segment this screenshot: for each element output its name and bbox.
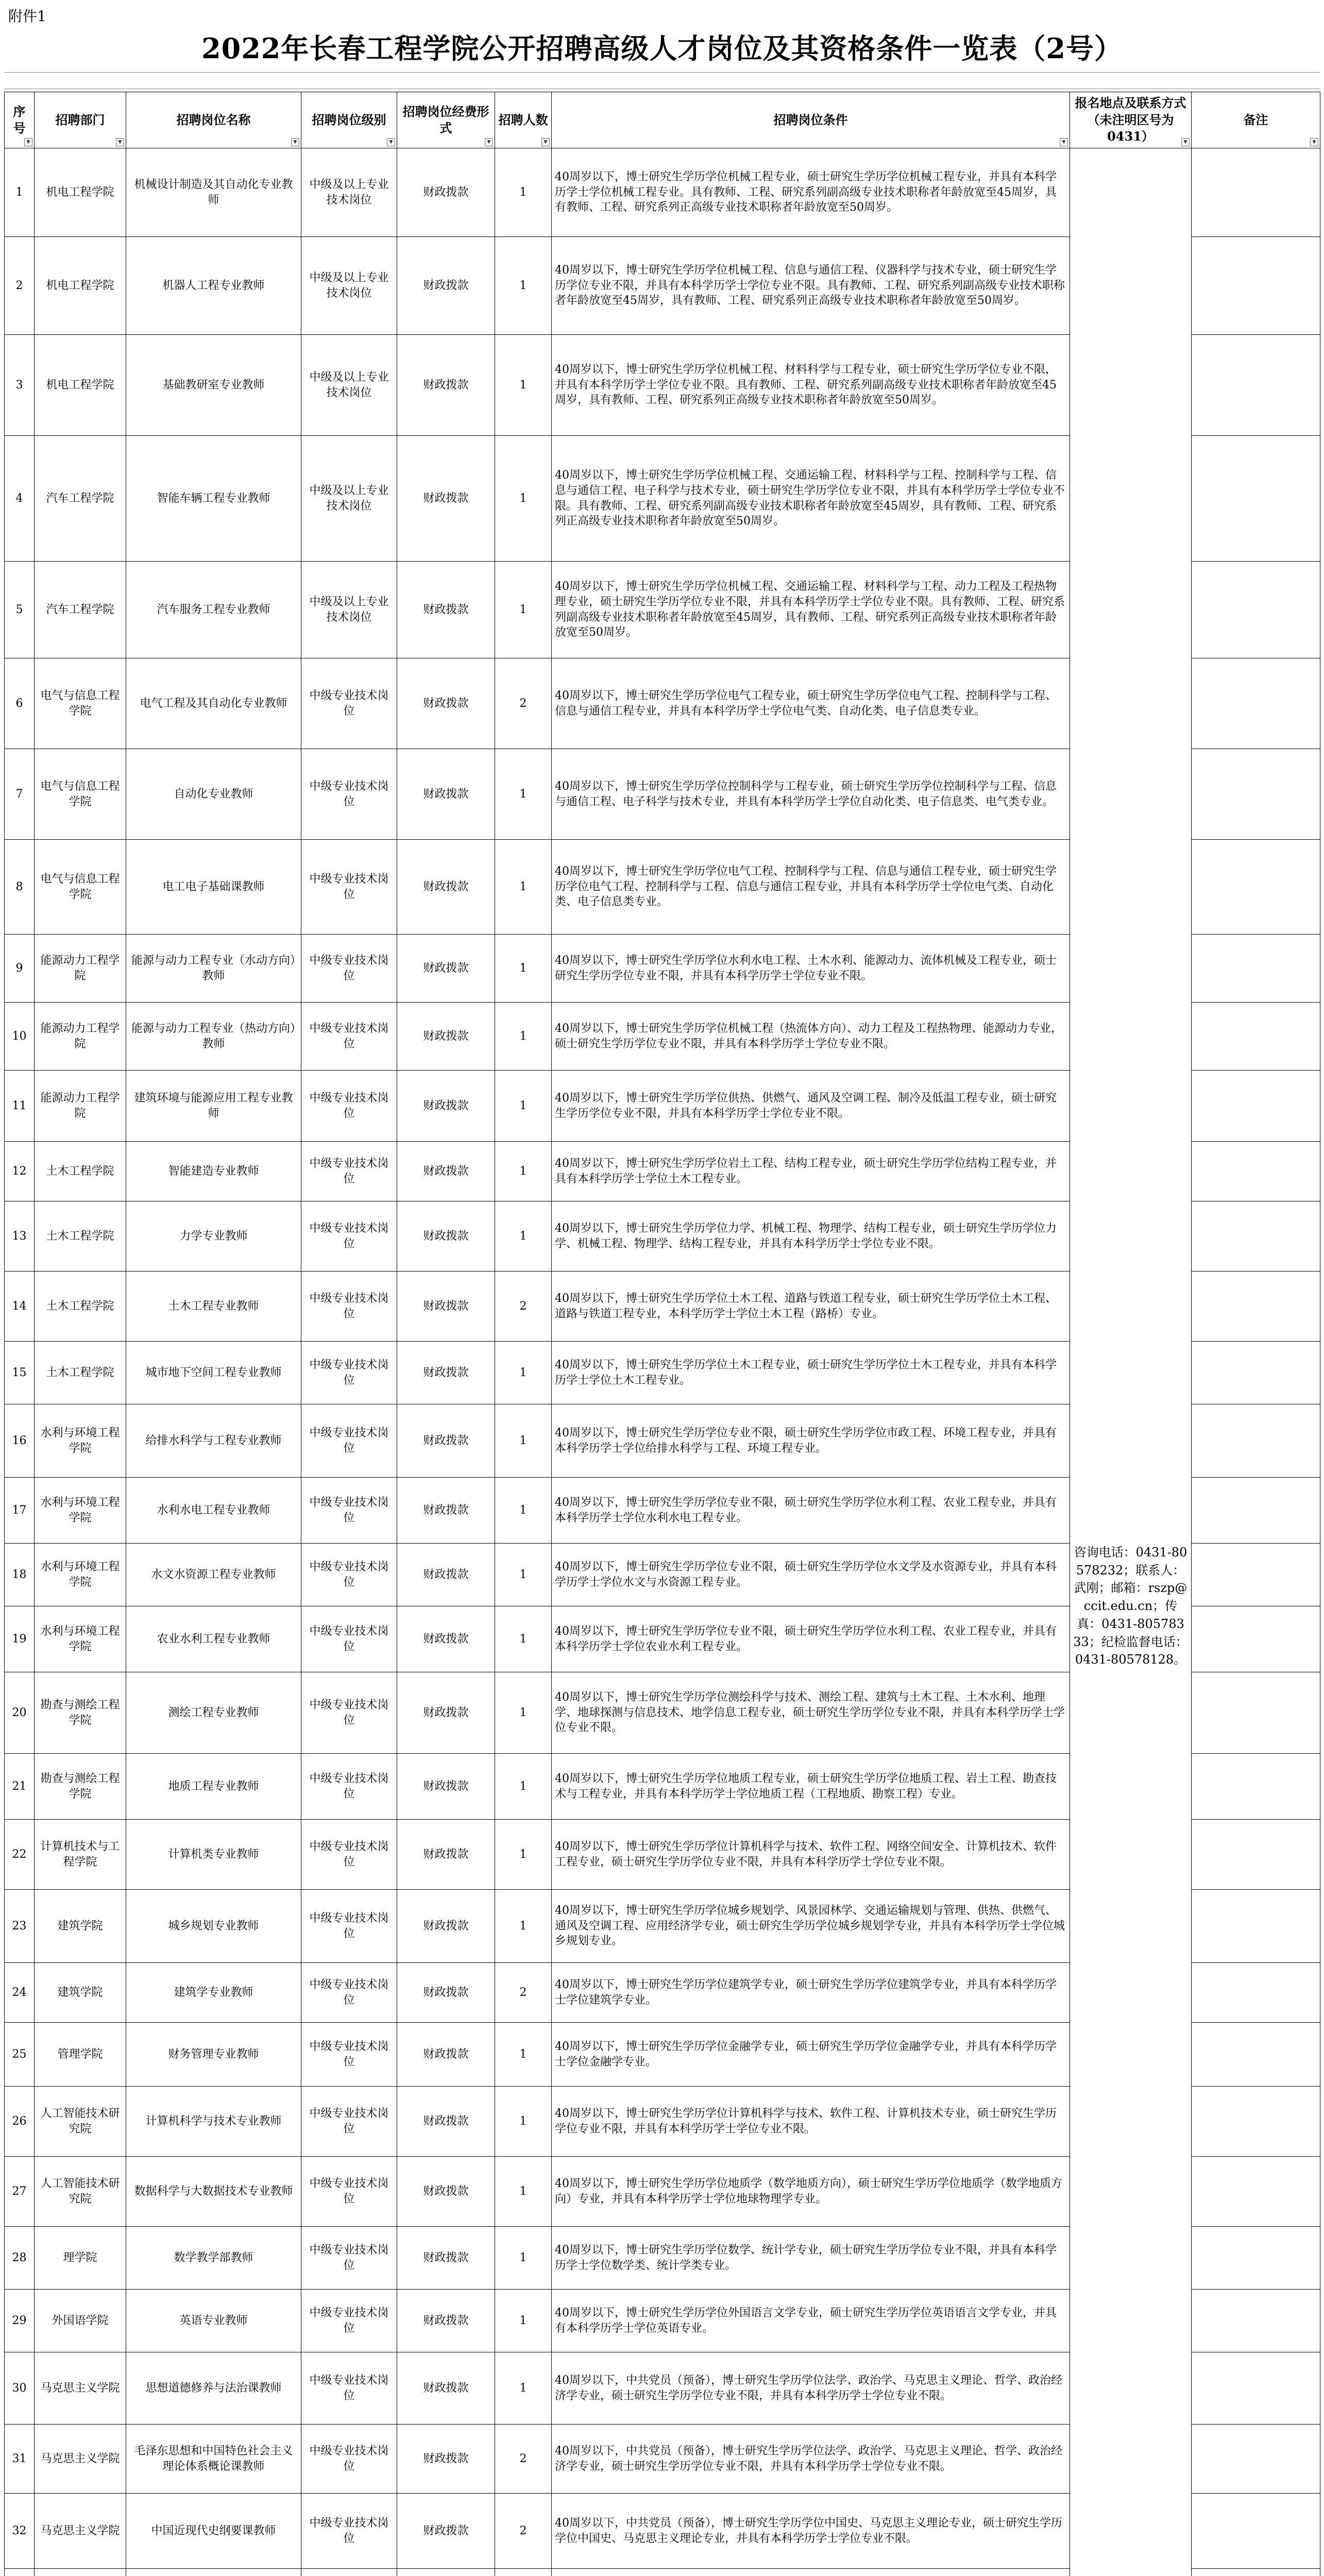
funding-cell[interactable]: 财政拨款	[397, 1003, 495, 1071]
dept-cell[interactable]: 能源动力工程学院	[35, 1003, 126, 1071]
remarks-cell[interactable]	[1192, 840, 1320, 935]
dept-cell[interactable]: 马克思主义学院	[35, 2494, 126, 2569]
requirements-cell[interactable]: 40周岁以下，博士研究生学历学位控制科学与工程专业，硕士研究生学历学位控制科学与工程、信息与通信工程、电子科学与技术专业，并具有本科学历学士学位自动化类、电子信息类、电气类专业。	[552, 749, 1070, 840]
header-dept[interactable]: 招聘部门 ▼	[35, 92, 126, 148]
header-count[interactable]: 招聘人数 ▼	[495, 92, 552, 148]
funding-cell[interactable]	[397, 2569, 495, 2576]
requirements-cell[interactable]: 40周岁以下，博士研究生学历学位力学、机械工程、物理学、结构工程专业，硕士研究生学历学位力学、机械工程、物理学、结构工程专业，并具有本科学历学士学位专业不限。	[552, 1201, 1070, 1272]
level-cell[interactable]: 中级及以上专业技术岗位	[301, 436, 397, 562]
dept-cell[interactable]: 建筑学院	[35, 1963, 126, 2023]
dept-cell[interactable]: 水利与环境工程学院	[35, 1606, 126, 1672]
post-cell[interactable]: 毛泽东思想和中国特色社会主义理论体系概论课教师	[126, 2425, 301, 2494]
post-cell[interactable]: 数学教学部教师	[126, 2227, 301, 2290]
header-requirements[interactable]: 招聘岗位条件 ▼	[552, 92, 1070, 148]
divider	[4, 72, 1320, 73]
row-number[interactable]: 3	[5, 335, 35, 436]
funding-cell[interactable]: 财政拨款	[397, 1201, 495, 1272]
row-number[interactable]: 21	[5, 1754, 35, 1820]
dept-cell[interactable]: 土木工程学院	[35, 1201, 126, 1272]
remarks-cell[interactable]	[1192, 1820, 1320, 1890]
level-cell[interactable]: 中级专业技术岗位	[301, 2352, 397, 2425]
remarks-cell[interactable]	[1192, 335, 1320, 436]
funding-cell[interactable]: 财政拨款	[397, 1071, 495, 1142]
requirements-cell[interactable]: 40周岁以下，博士研究生学历学位机械工程、材料科学与工程专业，硕士研究生学历学位专业不限，并具有本科学历学士学位专业不限。具有教师、工程、研究系列副高级专业技术职称者年龄放宽至45周岁，具有教师、工程、研究系列正高级专业技术职称者年龄放宽至50周岁。	[552, 335, 1070, 436]
level-cell[interactable]: 中级专业技术岗位	[301, 658, 397, 749]
count-cell[interactable]: 1	[495, 2157, 552, 2227]
filter-dropdown-icon[interactable]: ▼	[485, 138, 493, 146]
level-cell[interactable]: 中级专业技术岗位	[301, 2227, 397, 2290]
table-row	[5, 148, 1320, 237]
level-cell[interactable]: 中级专业技术岗位	[301, 1404, 397, 1478]
funding-cell[interactable]: 财政拨款	[397, 1544, 495, 1606]
dept-cell[interactable]: 能源动力工程学院	[35, 935, 126, 1003]
count-cell[interactable]: 2	[495, 2425, 552, 2494]
post-cell[interactable]: 力学专业教师	[126, 1201, 301, 1272]
dept-cell[interactable]: 计算机技术与工程学院	[35, 1820, 126, 1890]
count-cell[interactable]: 1	[495, 1606, 552, 1672]
count-cell[interactable]: 2	[495, 1272, 552, 1342]
post-cell[interactable]: 汽车服务工程专业教师	[126, 562, 301, 658]
level-cell[interactable]: 中级专业技术岗位	[301, 1142, 397, 1201]
row-number[interactable]: 30	[5, 2352, 35, 2425]
row-number[interactable]: 25	[5, 2023, 35, 2087]
count-cell[interactable]: 1	[495, 1544, 552, 1606]
row-number[interactable]: 9	[5, 935, 35, 1003]
level-cell[interactable]: 中级及以上专业技术岗位	[301, 562, 397, 658]
row-number[interactable]: 14	[5, 1272, 35, 1342]
requirements-cell[interactable]: 40周岁以下，博士研究生学历学位专业不限，硕士研究生学历学位水利工程、农业工程专业，并具有本科学历学士学位水利水电工程专业。	[552, 1478, 1070, 1544]
funding-cell[interactable]: 财政拨款	[397, 935, 495, 1003]
row-number[interactable]: 24	[5, 1963, 35, 2023]
requirements-cell[interactable]: 40周岁以下，博士研究生学历学位土木工程专业，硕士研究生学历学位土木工程专业，并具有本科学历学士学位土木工程专业。	[552, 1342, 1070, 1404]
remarks-cell[interactable]	[1192, 436, 1320, 562]
remarks-cell[interactable]	[1192, 1003, 1320, 1071]
post-cell[interactable]: 给排水科学与工程专业教师	[126, 1404, 301, 1478]
remarks-cell[interactable]	[1192, 2290, 1320, 2352]
row-number[interactable]: 4	[5, 436, 35, 562]
filter-dropdown-icon[interactable]: ▼	[291, 138, 299, 146]
remarks-cell[interactable]	[1192, 1544, 1320, 1606]
level-cell[interactable]: 中级专业技术岗位	[301, 1963, 397, 2023]
requirements-cell[interactable]: 40周岁以下，博士研究生学历学位供热、供燃气、通风及空调工程、制冷及低温工程专业，硕士研究生学历学位专业不限，并具有本科学历学士学位专业不限。	[552, 1071, 1070, 1142]
dept-cell[interactable]: 马克思主义学院	[35, 2352, 126, 2425]
level-cell[interactable]: 中级专业技术岗位	[301, 1272, 397, 1342]
remarks-cell[interactable]	[1192, 1963, 1320, 2023]
level-cell[interactable]: 中级专业技术岗位	[301, 840, 397, 935]
funding-cell[interactable]: 财政拨款	[397, 2494, 495, 2569]
remarks-cell[interactable]	[1192, 2352, 1320, 2425]
dept-cell[interactable]: 汽车工程学院	[35, 436, 126, 562]
funding-cell[interactable]: 财政拨款	[397, 1963, 495, 2023]
row-number[interactable]: 13	[5, 1201, 35, 1272]
post-cell[interactable]: 测绘工程专业教师	[126, 1672, 301, 1754]
post-cell[interactable]: 建筑环境与能源应用工程专业教师	[126, 1071, 301, 1142]
count-cell[interactable]: 1	[495, 1071, 552, 1142]
remarks-cell[interactable]	[1192, 2023, 1320, 2087]
post-cell[interactable]	[126, 2569, 301, 2576]
dept-cell[interactable]: 机电工程学院	[35, 237, 126, 335]
post-cell[interactable]: 智能车辆工程专业教师	[126, 436, 301, 562]
remarks-cell[interactable]	[1192, 1890, 1320, 1963]
level-cell[interactable]: 中级专业技术岗位	[301, 1754, 397, 1820]
post-cell[interactable]: 自动化专业教师	[126, 749, 301, 840]
funding-cell[interactable]: 财政拨款	[397, 2352, 495, 2425]
remarks-cell[interactable]	[1192, 1754, 1320, 1820]
dept-cell[interactable]: 外国语学院	[35, 2290, 126, 2352]
post-cell[interactable]: 地质工程专业教师	[126, 1754, 301, 1820]
count-cell[interactable]: 1	[495, 1754, 552, 1820]
level-cell[interactable]: 中级专业技术岗位	[301, 1606, 397, 1672]
row-number[interactable]: 15	[5, 1342, 35, 1404]
header-remarks[interactable]: 备注 ▼	[1192, 92, 1320, 148]
remarks-cell[interactable]	[1192, 2425, 1320, 2494]
row-number[interactable]: 10	[5, 1003, 35, 1071]
remarks-cell[interactable]	[1192, 935, 1320, 1003]
level-cell[interactable]: 中级专业技术岗位	[301, 2023, 397, 2087]
post-cell[interactable]: 城乡规划专业教师	[126, 1890, 301, 1963]
requirements-cell[interactable]: 40周岁以下，博士研究生学历学位电气工程专业，硕士研究生学历学位电气工程、控制科学与工程、信息与通信工程专业，并具有本科学历学士学位电气类、自动化类、电子信息类专业。	[552, 658, 1070, 749]
filter-dropdown-icon[interactable]: ▼	[387, 138, 395, 146]
row-number[interactable]: 20	[5, 1672, 35, 1754]
count-cell[interactable]: 1	[495, 1342, 552, 1404]
count-cell[interactable]: 1	[495, 562, 552, 658]
header-no[interactable]: 序号 ▼	[5, 92, 35, 148]
post-cell[interactable]: 能源与动力工程专业（热动方向）教师	[126, 1003, 301, 1071]
requirements-cell[interactable]: 40周岁以下，博士研究生学历学位机械工程专业，硕士研究生学历学位机械工程专业，并具有本科学历学士学位机械工程专业。具有教师、工程、研究系列副高级专业技术职称者年龄放宽至45周岁，具有教师、工程、研究系列正高级专业技术职称者年龄放宽至50周岁。	[552, 148, 1070, 237]
level-cell[interactable]: 中级及以上专业技术岗位	[301, 148, 397, 237]
remarks-cell[interactable]	[1192, 2569, 1320, 2576]
post-cell[interactable]: 计算机科学与技术专业教师	[126, 2087, 301, 2157]
level-cell[interactable]: 中级专业技术岗位	[301, 1672, 397, 1754]
count-cell[interactable]: 1	[495, 1201, 552, 1272]
dept-cell[interactable]: 水利与环境工程学院	[35, 1544, 126, 1606]
funding-cell[interactable]: 财政拨款	[397, 1342, 495, 1404]
dept-cell[interactable]: 马克思主义学院	[35, 2425, 126, 2494]
header-post[interactable]: 招聘岗位名称 ▼	[126, 92, 301, 148]
post-cell[interactable]: 基础教研室专业教师	[126, 335, 301, 436]
dept-cell[interactable]: 人工智能技术研究院	[35, 2087, 126, 2157]
dept-cell[interactable]: 水利与环境工程学院	[35, 1404, 126, 1478]
count-cell[interactable]: 1	[495, 1672, 552, 1754]
requirements-cell[interactable]: 40周岁以下，博士研究生学历学位机械工程、交通运输工程、材料科学与工程、控制科学与工程、信息与通信工程、电子科学与技术专业，硕士研究生学历学位专业不限，并具有本科学历学士学位专业不限。具有教师、工程、研究系列副高级专业技术职称者年龄放宽至45周岁，具有教师、工程、研究系列正高级专业技术职称者年龄放宽至50周岁。	[552, 436, 1070, 562]
funding-cell[interactable]: 财政拨款	[397, 1890, 495, 1963]
count-cell[interactable]: 1	[495, 1890, 552, 1963]
post-cell[interactable]: 能源与动力工程专业（水动方向）教师	[126, 935, 301, 1003]
filter-dropdown-icon[interactable]: ▼	[116, 138, 124, 146]
count-cell[interactable]: 2	[495, 1963, 552, 2023]
requirements-cell[interactable]: 40周岁以下，博士研究生学历学位专业不限，硕士研究生学历学位水文学及水资源专业，并具有本科学历学士学位水文与水资源工程专业。	[552, 1544, 1070, 1606]
dept-cell[interactable]: 电气与信息工程学院	[35, 658, 126, 749]
level-cell[interactable]: 中级专业技术岗位	[301, 935, 397, 1003]
requirements-cell[interactable]: 40周岁以下，博士研究生学历学位专业不限，硕士研究生学历学位水利工程、农业工程专业，并具有本科学历学士学位农业水利工程专业。	[552, 1606, 1070, 1672]
filter-dropdown-icon[interactable]: ▼	[1310, 138, 1318, 146]
recruitment-table	[4, 92, 1320, 2576]
funding-cell[interactable]: 财政拨款	[397, 2023, 495, 2087]
page-title: 2022年长春工程学院公开招聘高级人才岗位及其资格条件一览表（2号）	[201, 32, 1123, 65]
remarks-cell[interactable]	[1192, 2494, 1320, 2569]
row-number[interactable]: 12	[5, 1142, 35, 1201]
remarks-cell[interactable]	[1192, 1672, 1320, 1754]
row-number[interactable]: 19	[5, 1606, 35, 1672]
remarks-cell[interactable]	[1192, 1478, 1320, 1544]
header-funding[interactable]: 招聘岗位经费形式 ▼	[397, 92, 495, 148]
dept-cell[interactable]: 建筑学院	[35, 1890, 126, 1963]
dept-cell[interactable]	[35, 2569, 126, 2576]
post-cell[interactable]: 农业水利工程专业教师	[126, 1606, 301, 1672]
count-cell[interactable]: 1	[495, 1820, 552, 1890]
funding-cell[interactable]: 财政拨款	[397, 2227, 495, 2290]
row-number[interactable]: 17	[5, 1478, 35, 1544]
filter-dropdown-icon[interactable]: ▼	[1181, 138, 1190, 146]
remarks-cell[interactable]	[1192, 148, 1320, 237]
funding-cell[interactable]: 财政拨款	[397, 840, 495, 935]
level-cell[interactable]: 中级及以上专业技术岗位	[301, 237, 397, 335]
funding-cell[interactable]: 财政拨款	[397, 1606, 495, 1672]
remarks-cell[interactable]	[1192, 1606, 1320, 1672]
dept-cell[interactable]: 电气与信息工程学院	[35, 749, 126, 840]
funding-cell[interactable]: 财政拨款	[397, 1820, 495, 1890]
header-level[interactable]: 招聘岗位级别 ▼	[301, 92, 397, 148]
dept-cell[interactable]: 机电工程学院	[35, 148, 126, 237]
post-cell[interactable]: 水文水资源工程专业教师	[126, 1544, 301, 1606]
count-cell[interactable]: 1	[495, 749, 552, 840]
funding-cell[interactable]: 财政拨款	[397, 1404, 495, 1478]
funding-cell[interactable]: 财政拨款	[397, 1754, 495, 1820]
filter-dropdown-icon[interactable]: ▼	[541, 138, 550, 146]
row-number[interactable]: 11	[5, 1071, 35, 1142]
row-number[interactable]: 31	[5, 2425, 35, 2494]
remarks-cell[interactable]	[1192, 2157, 1320, 2227]
funding-cell[interactable]: 财政拨款	[397, 148, 495, 237]
remarks-cell[interactable]	[1192, 2087, 1320, 2157]
count-cell[interactable]: 1	[495, 1404, 552, 1478]
row-number[interactable]: 29	[5, 2290, 35, 2352]
level-cell[interactable]: 中级专业技术岗位	[301, 1003, 397, 1071]
count-cell[interactable]: 1	[495, 148, 552, 237]
post-cell[interactable]: 电工电子基础课教师	[126, 840, 301, 935]
count-cell[interactable]: 2	[495, 658, 552, 749]
level-cell[interactable]: 中级专业技术岗位	[301, 1478, 397, 1544]
header-contact[interactable]: 报名地点及联系方式（未注明区号为0431） ▼	[1070, 92, 1192, 148]
requirements-cell[interactable]: 40周岁以下，博士研究生学历学位机械工程、交通运输工程、材料科学与工程、动力工程及工程热物理专业，硕士研究生学历学位专业不限，并具有本科学历学士学位专业不限。具有教师、工程、研究系列副高级专业技术职称者年龄放宽至45周岁，具有教师、工程、研究系列正高级专业技术职称者年龄放宽至50周岁。	[552, 562, 1070, 658]
requirements-cell[interactable]: 40周岁以下，博士研究生学历学位测绘科学与技术、测绘工程、建筑与土木工程、土木水利、地理学、地球探测与信息技术、地学信息工程专业，硕士研究生学历学位专业不限，并具有本科学历学士学位专业不限。	[552, 1672, 1070, 1754]
dept-cell[interactable]: 土木工程学院	[35, 1272, 126, 1342]
post-cell[interactable]: 智能建造专业教师	[126, 1142, 301, 1201]
level-cell[interactable]: 中级专业技术岗位	[301, 2157, 397, 2227]
requirements-cell[interactable]: 40周岁以下，博士研究生学历学位地质学（数学地质方向），硕士研究生学历学位地质学（数学地质方向）专业，并具有本科学历学士学位地球物理学专业。	[552, 2157, 1070, 2227]
row-number[interactable]: 18	[5, 1544, 35, 1606]
remarks-cell[interactable]	[1192, 1404, 1320, 1478]
remarks-cell[interactable]	[1192, 1342, 1320, 1404]
funding-cell[interactable]: 财政拨款	[397, 562, 495, 658]
requirements-cell[interactable]: 40周岁以下，博士研究生学历学位专业不限，硕士研究生学历学位市政工程、环境工程专业，并具有本科学历学士学位给排水科学与工程、环境工程专业。	[552, 1404, 1070, 1478]
funding-cell[interactable]: 财政拨款	[397, 2157, 495, 2227]
funding-cell[interactable]: 财政拨款	[397, 1478, 495, 1544]
post-cell[interactable]: 电气工程及其自动化专业教师	[126, 658, 301, 749]
count-cell[interactable]: 1	[495, 2352, 552, 2425]
level-cell[interactable]: 中级专业技术岗位	[301, 2290, 397, 2352]
row-number[interactable]: 2	[5, 237, 35, 335]
count-cell[interactable]: 1	[495, 935, 552, 1003]
level-cell[interactable]: 中级专业技术岗位	[301, 2087, 397, 2157]
dept-cell[interactable]: 能源动力工程学院	[35, 1071, 126, 1142]
post-cell[interactable]: 机器人工程专业教师	[126, 237, 301, 335]
level-cell[interactable]: 中级专业技术岗位	[301, 1201, 397, 1272]
filter-dropdown-icon[interactable]: ▼	[24, 138, 32, 146]
requirements-cell[interactable]: 40周岁以下，博士研究生学历学位机械工程（热流体方向）、动力工程及工程热物理、能源动力专业，硕士研究生学历学位专业不限，并具有本科学历学士学位专业不限。	[552, 1003, 1070, 1071]
funding-cell[interactable]: 财政拨款	[397, 436, 495, 562]
row-number[interactable]: 5	[5, 562, 35, 658]
level-cell[interactable]: 中级专业技术岗位	[301, 1071, 397, 1142]
post-cell[interactable]: 建筑学专业教师	[126, 1963, 301, 2023]
post-cell[interactable]: 中国近现代史纲要课教师	[126, 2494, 301, 2569]
post-cell[interactable]: 数据科学与大数据技术专业教师	[126, 2157, 301, 2227]
requirements-cell[interactable]: 40周岁以下，博士研究生学历学位岩土工程、结构工程专业，硕士研究生学历学位结构工程专业，并具有本科学历学士学位土木工程专业。	[552, 1142, 1070, 1201]
row-number[interactable]	[5, 2569, 35, 2576]
level-cell[interactable]: 中级专业技术岗位	[301, 749, 397, 840]
remarks-cell[interactable]	[1192, 1071, 1320, 1142]
requirements-cell[interactable]: 40周岁以下，博士研究生学历学位数学、统计学专业，硕士研究生学历学位专业不限，并具有本科学历学士学位数学类、统计学类专业。	[552, 2227, 1070, 2290]
remarks-cell[interactable]	[1192, 562, 1320, 658]
post-cell[interactable]: 机械设计制造及其自动化专业教师	[126, 148, 301, 237]
row-number[interactable]: 1	[5, 148, 35, 237]
dept-cell[interactable]: 汽车工程学院	[35, 562, 126, 658]
attachment-label: 附件1	[8, 8, 46, 25]
requirements-cell[interactable]: 40周岁以下，中共党员（预备），博士研究生学历学位法学、政治学、马克思主义理论、哲学、政治经济学专业，硕士研究生学历学位专业不限，并具有本科学历学士学位专业不限。	[552, 2425, 1070, 2494]
requirements-cell[interactable]: 40周岁以下，博士研究生学历学位水利水电工程、土木水利、能源动力、流体机械及工程专业，硕士研究生学历学位专业不限，并具有本科学历学士学位专业不限。	[552, 935, 1070, 1003]
dept-cell[interactable]: 电气与信息工程学院	[35, 840, 126, 935]
filter-dropdown-icon[interactable]: ▼	[1060, 138, 1068, 146]
dept-cell[interactable]: 管理学院	[35, 2023, 126, 2087]
funding-cell[interactable]: 财政拨款	[397, 1272, 495, 1342]
row-number[interactable]: 26	[5, 2087, 35, 2157]
row-number[interactable]: 22	[5, 1820, 35, 1890]
level-cell[interactable]: 中级专业技术岗位	[301, 2494, 397, 2569]
requirements-cell[interactable]: 40周岁以下，博士研究生学历学位地质工程专业，硕士研究生学历学位地质工程、岩土工程、勘查技术与工程专业，并具有本科学历学士学位地质工程（工程地质、勘察工程）专业。	[552, 1754, 1070, 1820]
row-number[interactable]: 7	[5, 749, 35, 840]
funding-cell[interactable]: 财政拨款	[397, 1142, 495, 1201]
level-cell[interactable]: 中级专业技术岗位	[301, 2425, 397, 2494]
requirements-cell[interactable]: 40周岁以下，博士研究生学历学位电气工程、控制科学与工程、信息与通信工程专业，硕士研究生学历学位电气工程、控制科学与工程、信息与通信工程专业，并具有本科学历学士学位电气类、自动化类、电子信息类专业。	[552, 840, 1070, 935]
row-number[interactable]: 28	[5, 2227, 35, 2290]
count-cell[interactable]: 1	[495, 2087, 552, 2157]
level-cell[interactable]: 中级及以上专业技术岗位	[301, 335, 397, 436]
remarks-cell[interactable]	[1192, 2227, 1320, 2290]
requirements-cell[interactable]: 40周岁以下，中共党员（预备），博士研究生学历学位中国史、马克思主义理论专业，硕士研究生学历学位中国史、马克思主义理论专业，并具有本科学历学士学位专业不限。	[552, 2494, 1070, 2569]
post-cell[interactable]: 思想道德修养与法治课教师	[126, 2352, 301, 2425]
requirements-cell[interactable]: 40周岁以下，博士研究生学历学位计算机科学与技术、软件工程、计算机技术专业，硕士研究生学历学位专业不限，并具有本科学历学士学位专业不限。	[552, 2087, 1070, 2157]
funding-cell[interactable]: 财政拨款	[397, 2290, 495, 2352]
count-cell[interactable]: 1	[495, 2227, 552, 2290]
requirements-cell[interactable]: 40周岁以下，博士研究生学历学位土木工程、道路与铁道工程专业，硕士研究生学历学位土木工程、道路与铁道工程专业，本科学历学士学位土木工程（路桥）专业。	[552, 1272, 1070, 1342]
funding-cell[interactable]: 财政拨款	[397, 237, 495, 335]
requirements-cell[interactable]: 40周岁以下，博士研究生学历学位机械工程、信息与通信工程、仪器科学与技术专业，硕士研究生学历学位专业不限，并具有本科学历学士学位专业不限。具有教师、工程、研究系列副高级专业技术职称者年龄放宽至45周岁，具有教师、工程、研究系列正高级专业技术职称者年龄放宽至50周岁。	[552, 237, 1070, 335]
row-number[interactable]: 16	[5, 1404, 35, 1478]
funding-cell[interactable]: 财政拨款	[397, 658, 495, 749]
post-cell[interactable]: 财务管理专业教师	[126, 2023, 301, 2087]
requirements-cell[interactable]: 40周岁以下，中共党员（预备），博士研究生学历学位法学、政治学、马克思主义理论、哲学、政治经济学专业，硕士研究生学历学位专业不限，并具有本科学历学士学位专业不限。	[552, 2352, 1070, 2425]
post-cell[interactable]: 英语专业教师	[126, 2290, 301, 2352]
dept-cell[interactable]: 土木工程学院	[35, 1342, 126, 1404]
post-cell[interactable]: 土木工程专业教师	[126, 1272, 301, 1342]
count-cell[interactable]: 2	[495, 2494, 552, 2569]
row-number[interactable]: 27	[5, 2157, 35, 2227]
count-cell[interactable]: 1	[495, 1478, 552, 1544]
dept-cell[interactable]: 理学院	[35, 2227, 126, 2290]
dept-cell[interactable]: 勘查与测绘工程学院	[35, 1754, 126, 1820]
dept-cell[interactable]: 水利与环境工程学院	[35, 1478, 126, 1544]
level-cell[interactable]: 中级专业技术岗位	[301, 1342, 397, 1404]
post-cell[interactable]: 水利水电工程专业教师	[126, 1478, 301, 1544]
remarks-cell[interactable]	[1192, 1272, 1320, 1342]
count-cell[interactable]: 1	[495, 840, 552, 935]
level-cell[interactable]: 中级专业技术岗位	[301, 1544, 397, 1606]
post-cell[interactable]: 计算机类专业教师	[126, 1820, 301, 1890]
level-cell[interactable]: 中级专业技术岗位	[301, 1890, 397, 1963]
count-cell[interactable]: 1	[495, 1142, 552, 1201]
requirements-cell[interactable]: 40周岁以下，博士研究生学历学位城乡规划学、风景园林学、交通运输规划与管理、供热、供燃气、通风及空调工程、应用经济学专业，硕士研究生学历学位城乡规划学专业，并具有本科学历学士学位城乡规划专业。	[552, 1890, 1070, 1963]
requirements-cell[interactable]: 40周岁以下，博士研究生学历学位计算机科学与技术、软件工程、网络空间安全、计算机技术、软件工程专业，硕士研究生学历学位专业不限，并具有本科学历学士学位专业不限。	[552, 1820, 1070, 1890]
requirements-cell[interactable]	[552, 2569, 1070, 2576]
dept-cell[interactable]: 人工智能技术研究院	[35, 2157, 126, 2227]
level-cell[interactable]: 中级专业技术岗位	[301, 1820, 397, 1890]
post-cell[interactable]: 城市地下空间工程专业教师	[126, 1342, 301, 1404]
dept-cell[interactable]: 机电工程学院	[35, 335, 126, 436]
remarks-cell[interactable]	[1192, 1142, 1320, 1201]
funding-cell[interactable]: 财政拨款	[397, 749, 495, 840]
dept-cell[interactable]: 土木工程学院	[35, 1142, 126, 1201]
contact-cell[interactable]: 咨询电话：0431-80578232；联系人：武刚；邮箱：rszp@ccit.edu.cn；传真：0431-80578333；纪检监督电话：0431-80578128。	[1070, 148, 1192, 2576]
funding-cell[interactable]: 财政拨款	[397, 1672, 495, 1754]
level-cell[interactable]	[301, 2569, 397, 2576]
remarks-cell[interactable]	[1192, 749, 1320, 840]
funding-cell[interactable]: 财政拨款	[397, 2425, 495, 2494]
remarks-cell[interactable]	[1192, 1201, 1320, 1272]
row-number[interactable]: 6	[5, 658, 35, 749]
dept-cell[interactable]: 勘查与测绘工程学院	[35, 1672, 126, 1754]
funding-cell[interactable]: 财政拨款	[397, 335, 495, 436]
requirements-cell[interactable]: 40周岁以下，博士研究生学历学位建筑学专业，硕士研究生学历学位建筑学专业，并具有本科学历学士学位建筑学专业。	[552, 1963, 1070, 2023]
row-number[interactable]: 23	[5, 1890, 35, 1963]
count-cell[interactable]: 1	[495, 436, 552, 562]
funding-cell[interactable]: 财政拨款	[397, 2087, 495, 2157]
count-cell[interactable]: 1	[495, 1003, 552, 1071]
requirements-cell[interactable]: 40周岁以下，博士研究生学历学位外国语言文学专业，硕士研究生学历学位英语语言文学专业，并具有本科学历学士学位英语专业。	[552, 2290, 1070, 2352]
remarks-cell[interactable]	[1192, 658, 1320, 749]
count-cell[interactable]: 1	[495, 2290, 552, 2352]
count-cell[interactable]: 1	[495, 335, 552, 436]
remarks-cell[interactable]	[1192, 237, 1320, 335]
requirements-cell[interactable]: 40周岁以下，博士研究生学历学位金融学专业，硕士研究生学历学位金融学专业，并具有本科学历学士学位金融学专业。	[552, 2023, 1070, 2087]
table-header-row	[5, 92, 1320, 148]
row-number[interactable]: 32	[5, 2494, 35, 2569]
count-cell[interactable]	[495, 2569, 552, 2576]
row-number[interactable]: 8	[5, 840, 35, 935]
count-cell[interactable]: 1	[495, 237, 552, 335]
count-cell[interactable]: 1	[495, 2023, 552, 2087]
